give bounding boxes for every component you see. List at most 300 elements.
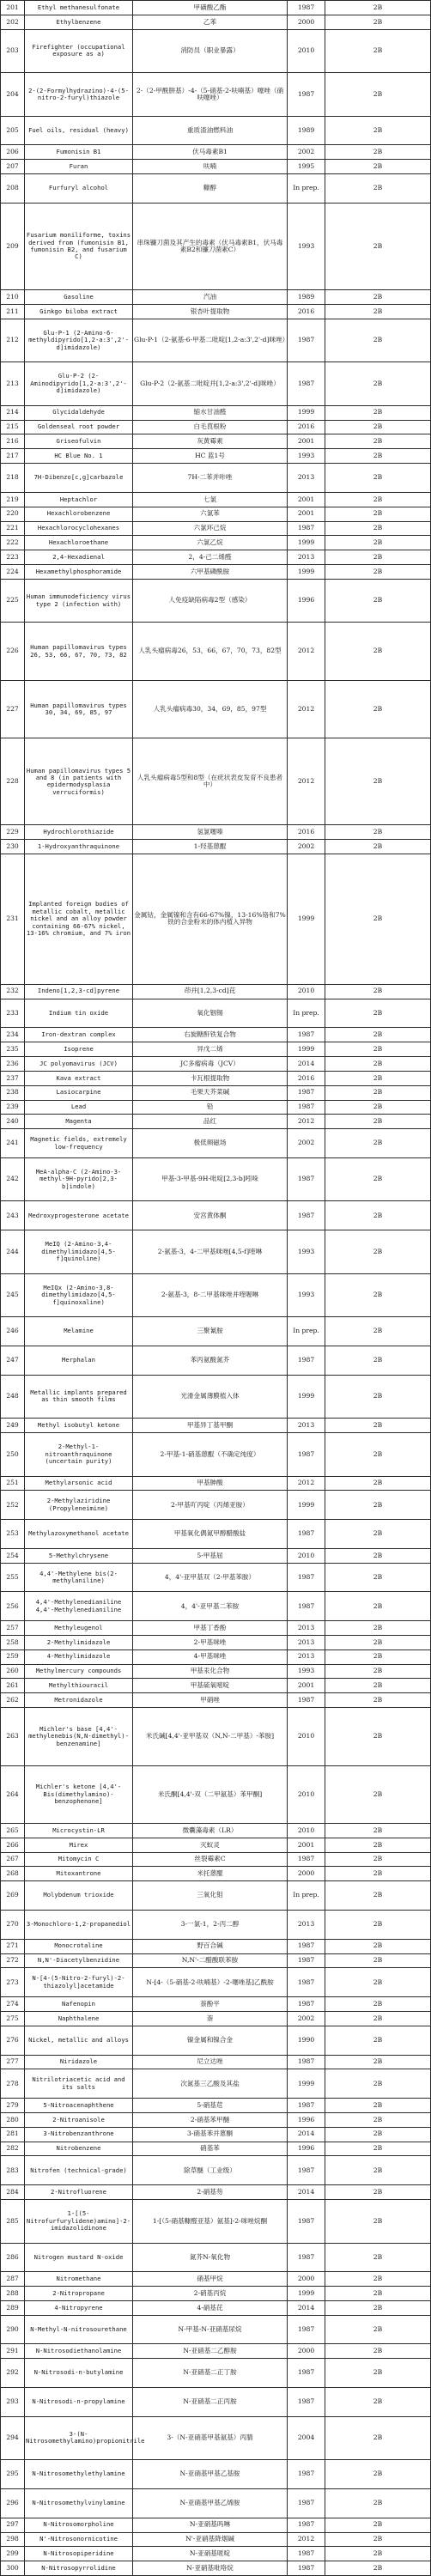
volume-year: 1999 — [288, 1375, 325, 1419]
row-number: 284 — [1, 2185, 25, 2200]
table-row — [1, 405, 431, 420]
table-row — [1, 304, 431, 319]
english-name: 3-Nitrobenzanthrone — [25, 2127, 133, 2142]
table-row — [1, 464, 431, 493]
volume-year: 1987 — [288, 1100, 325, 1115]
english-name: Mirex — [25, 1838, 133, 1852]
english-name: Medroxyprogesterone acetate — [25, 1201, 133, 1230]
volume-year: 1993 — [288, 1664, 325, 1679]
iarc-group: 2B — [325, 680, 431, 738]
table-row — [1, 2127, 431, 2142]
chinese-name: 卡瓦根提取物 — [133, 1071, 288, 1085]
row-number: 239 — [1, 1100, 25, 1115]
volume-year: 1999 — [288, 854, 325, 985]
chinese-name: 甲基汞化合物 — [133, 1664, 288, 1679]
iarc-group: 2B — [325, 289, 431, 304]
chinese-name: 次氮基三乙酸及其盐 — [133, 2069, 288, 2099]
row-number: 227 — [1, 680, 25, 738]
table-row — [1, 2026, 431, 2055]
iarc-group: 2B — [325, 2142, 431, 2156]
volume-year: 2013 — [288, 550, 325, 565]
table-row — [1, 1649, 431, 1664]
iarc-group: 2B — [325, 1375, 431, 1419]
volume-year: 1996 — [288, 579, 325, 623]
row-number: 261 — [1, 1679, 25, 1693]
english-name: MeIQ (2-Amino-3,4-dimethylimidazo[4,5-f]quinoline) — [25, 1230, 133, 1274]
chinese-name: 六氯乙烷 — [133, 536, 288, 550]
volume-year: 1996 — [288, 2142, 325, 2156]
row-number: 297 — [1, 2518, 25, 2532]
chinese-name: N-亚硝基二正丁胺 — [133, 2359, 288, 2388]
row-number: 207 — [1, 160, 25, 174]
table-row — [1, 2185, 431, 2200]
table-row — [1, 1693, 431, 1708]
table-row — [1, 492, 431, 507]
iarc-group: 2B — [325, 160, 431, 174]
table-row — [1, 1042, 431, 1057]
chinese-name: 三聚氰胺 — [133, 1317, 288, 1346]
table-row — [1, 984, 431, 999]
row-number: 277 — [1, 2055, 25, 2069]
volume-year: 2016 — [288, 1071, 325, 1085]
iarc-group: 2B — [325, 1953, 431, 1968]
iarc-group: 2B — [325, 1157, 431, 1201]
chinese-name: 2-甲基咪唑 — [133, 1635, 288, 1649]
english-name: 7H-Dibenzo[c,g]carbazole — [25, 464, 133, 493]
chinese-name: 白毛茛根粉 — [133, 420, 288, 434]
iarc-group: 2B — [325, 1317, 431, 1346]
english-name: Human immunodeficiency virus type 2 (infection with) — [25, 579, 133, 623]
table-row — [1, 2112, 431, 2127]
chinese-name: Glu-P-2（2-氨基二吡啶并[1,2-a:3',2'-d]咪唑） — [133, 362, 288, 406]
volume-year: 2014 — [288, 1056, 325, 1071]
chinese-name: N-亚硝基哌啶 — [133, 2547, 288, 2561]
chinese-name: 2-（2-甲酰肼基）-4-（5-硝基-2-呋喃基）噻唑（硝呋噻唑） — [133, 73, 288, 117]
english-name: Indeno[1,2,3-cd]pyrene — [25, 984, 133, 999]
volume-year: 2012 — [288, 680, 325, 738]
iarc-group: 2B — [325, 405, 431, 420]
iarc-group: 2B — [325, 2532, 431, 2547]
chinese-name: 4，4'-亚甲基双（2-甲基苯胺） — [133, 1563, 288, 1592]
table-row — [1, 1273, 431, 1317]
english-name: Mitomycin C — [25, 1852, 133, 1867]
table-row — [1, 507, 431, 521]
chinese-name: 氧化铟锡 — [133, 999, 288, 1028]
chinese-name: N-[4-（5-硝基-2-呋喃基）-2-噻唑基]乙酰胺 — [133, 1968, 288, 1997]
table-row — [1, 579, 431, 623]
iarc-group: 2B — [325, 116, 431, 145]
iarc-group: 2B — [325, 2243, 431, 2272]
row-number: 210 — [1, 289, 25, 304]
volume-year: 1987 — [288, 1693, 325, 1708]
iarc-group: 2B — [325, 2185, 431, 2200]
volume-year: 1999 — [288, 1042, 325, 1057]
english-name: 5-Nitroacenaphthene — [25, 2099, 133, 2113]
iarc-group: 2B — [325, 507, 431, 521]
chinese-name: 甲基丁香酚 — [133, 1621, 288, 1636]
english-name: Lead — [25, 1100, 133, 1115]
chinese-name: N-亚硝基吗啉 — [133, 2518, 288, 2532]
volume-year: 2002 — [288, 1129, 325, 1158]
row-number: 235 — [1, 1042, 25, 1057]
volume-year: 2012 — [288, 738, 325, 825]
iarc-group: 2B — [325, 203, 431, 289]
volume-year: 2001 — [288, 1838, 325, 1852]
chinese-name: 3-一氯-1，2-丙二醇 — [133, 1911, 288, 1940]
english-name: Fusarium moniliforme, toxins derived from (fumonisin B1, fumonisin B2, and fusarium C) — [25, 203, 133, 289]
english-name: Hexamethylphosphoramide — [25, 565, 133, 580]
table-row — [1, 680, 431, 738]
english-name: 2-Methyl-1-nitroanthraquinone (uncertain purity) — [25, 1433, 133, 1477]
english-name: Kava extract — [25, 1071, 133, 1085]
volume-year: 1987 — [288, 362, 325, 406]
table-row — [1, 1939, 431, 1953]
volume-year: 1987 — [288, 2488, 325, 2518]
chinese-name: N'-亚硝基降烟碱 — [133, 2532, 288, 2547]
table-row — [1, 2416, 431, 2460]
volume-year: 1993 — [288, 1230, 325, 1274]
row-number: 249 — [1, 1419, 25, 1433]
row-number: 289 — [1, 2300, 25, 2315]
table-row — [1, 1157, 431, 1201]
chinese-name: 人乳头瘤病毒5型和8型（在疣状表皮发育不良患者中） — [133, 738, 288, 825]
table-row — [1, 319, 431, 362]
row-number: 229 — [1, 825, 25, 840]
row-number: 290 — [1, 2315, 25, 2344]
iarc-group: 2B — [325, 1346, 431, 1375]
chinese-name: 呋喃 — [133, 160, 288, 174]
iarc-group: 2B — [325, 825, 431, 840]
table-row — [1, 2055, 431, 2069]
iarc-group: 2B — [325, 550, 431, 565]
table-row — [1, 116, 431, 145]
volume-year: 1987 — [288, 1997, 325, 2012]
iarc-group: 2B — [325, 2011, 431, 2026]
volume-year: 1987 — [288, 2243, 325, 2272]
row-number: 220 — [1, 507, 25, 521]
english-name: Gasoline — [25, 289, 133, 304]
english-name: Griseofulvin — [25, 434, 133, 449]
volume-year: 2012 — [288, 1476, 325, 1491]
volume-year: 2013 — [288, 1621, 325, 1636]
iarc-group: 2B — [325, 1491, 431, 1520]
table-row — [1, 738, 431, 825]
volume-year: 1999 — [288, 536, 325, 550]
iarc-group: 2B — [325, 1621, 431, 1636]
iarc-group: 2B — [325, 1230, 431, 1274]
volume-year: 1999 — [288, 565, 325, 580]
row-number: 283 — [1, 2156, 25, 2185]
table-row — [1, 840, 431, 854]
english-name: 3-Monochloro-1,2-propanediol — [25, 1911, 133, 1940]
table-row — [1, 565, 431, 580]
english-name: Heptachlor — [25, 492, 133, 507]
table-row — [1, 1230, 431, 1274]
iarc-group: 2B — [325, 73, 431, 117]
iarc-group: 2B — [325, 2460, 431, 2489]
chinese-name: 2-硝基丙烷 — [133, 2287, 288, 2301]
iarc-group: 2B — [325, 1201, 431, 1230]
row-number: 241 — [1, 1129, 25, 1158]
english-name: 1-Hydroxyanthraquinone — [25, 840, 133, 854]
row-number: 256 — [1, 1592, 25, 1621]
english-name: Merphalan — [25, 1346, 133, 1375]
table-row — [1, 2272, 431, 2287]
table-row — [1, 1056, 431, 1071]
table-row — [1, 2359, 431, 2388]
english-name: 5-Methylchrysene — [25, 1548, 133, 1563]
volume-year: 2000 — [288, 2344, 325, 2359]
row-number: 266 — [1, 1838, 25, 1852]
english-name: Firefighter (occupational exposure as a) — [25, 29, 133, 73]
chinese-name: HC 蓝1号 — [133, 449, 288, 464]
row-number: 299 — [1, 2547, 25, 2561]
volume-year: 2014 — [288, 2127, 325, 2142]
volume-year: 1987 — [288, 2460, 325, 2489]
volume-year: 1987 — [288, 73, 325, 117]
chinese-name: JC多瘤病毒（JCV） — [133, 1056, 288, 1071]
row-number: 294 — [1, 2416, 25, 2460]
row-number: 254 — [1, 1548, 25, 1563]
english-name: N-Methyl-N-nitrosourethane — [25, 2315, 133, 2344]
row-number: 270 — [1, 1911, 25, 1940]
english-name: Molybdenum trioxide — [25, 1881, 133, 1911]
english-name: 4-Methylimidazole — [25, 1649, 133, 1664]
chinese-name: 安宫黄体酮 — [133, 1201, 288, 1230]
volume-year: 2004 — [288, 2416, 325, 2460]
chinese-name: N-亚硝基吡咯烷 — [133, 2561, 288, 2576]
english-name: Magnetic fields, extremely low-frequency — [25, 1129, 133, 1158]
english-name: N-Nitrosomethylethylamine — [25, 2460, 133, 2489]
volume-year: 2001 — [288, 492, 325, 507]
volume-year: 1999 — [288, 2287, 325, 2301]
row-number: 279 — [1, 2099, 25, 2113]
chinese-name: N-甲基-N-亚硝基尿烷 — [133, 2315, 288, 2344]
row-number: 271 — [1, 1939, 25, 1953]
iarc-group: 2B — [325, 2561, 431, 2576]
iarc-group: 2B — [325, 1563, 431, 1592]
table-row — [1, 1838, 431, 1852]
row-number: 244 — [1, 1230, 25, 1274]
chinese-name: 伏马毒素B1 — [133, 145, 288, 160]
row-number: 288 — [1, 2287, 25, 2301]
table-row — [1, 1881, 431, 1911]
chinese-name: 串珠镰刀菌及其产生的毒素（伏马毒素B1，伏马毒素B2和镰刀菌素C） — [133, 203, 288, 289]
volume-year: 1999 — [288, 2069, 325, 2099]
chinese-name: 硝基甲烷 — [133, 2272, 288, 2287]
chinese-name: 丝裂霉素C — [133, 1852, 288, 1867]
volume-year: 1987 — [288, 2561, 325, 2576]
english-name: N-Nitrosopiperidine — [25, 2547, 133, 2561]
iarc-group: 2B — [325, 1433, 431, 1477]
english-name: Monocrotaline — [25, 1939, 133, 1953]
table-row — [1, 2488, 431, 2518]
chinese-name: Glu-P-1（2-氨基-6-甲基二吡啶[1,2-a:3',2'-d]咪唑） — [133, 319, 288, 362]
volume-year: 1995 — [288, 160, 325, 174]
chinese-name: 三氧化钼 — [133, 1881, 288, 1911]
volume-year: 2010 — [288, 1708, 325, 1765]
english-name: 2-Nitroanisole — [25, 2112, 133, 2127]
chinese-name: 2-氨基-3，4-二甲基咪唑[4,5-f]喹啉 — [133, 1230, 288, 1274]
english-name: Microcystin-LR — [25, 1823, 133, 1838]
table-row — [1, 1071, 431, 1085]
table-row — [1, 29, 431, 73]
iarc-group: 2B — [325, 1852, 431, 1867]
volume-year: In prep. — [288, 174, 325, 204]
row-number: 267 — [1, 1852, 25, 1867]
english-name: JC polyomavirus (JCV) — [25, 1056, 133, 1071]
table-row — [1, 2156, 431, 2185]
table-row — [1, 825, 431, 840]
iarc-group: 2B — [325, 2315, 431, 2344]
iarc-group: 2B — [325, 1867, 431, 1881]
english-name: HC Blue No. 1 — [25, 449, 133, 464]
row-number: 237 — [1, 1071, 25, 1085]
chinese-name: 糠醇 — [133, 174, 288, 204]
english-name: 2-Methylaziridine (Propyleneimine) — [25, 1491, 133, 1520]
english-name: 4-Nitropyrene — [25, 2300, 133, 2315]
chinese-name: 品红 — [133, 1115, 288, 1129]
english-name: Michler's ketone [4,4'-Bis(dimethylamino)-benzophenone] — [25, 1765, 133, 1823]
chinese-name: 3-硝基苯并蒽酮 — [133, 2127, 288, 2142]
table-row — [1, 1375, 431, 1419]
chinese-name: 3-（N-亚硝基甲基氨基）丙腈 — [133, 2416, 288, 2460]
chinese-name: 2-甲基-1-硝基蒽醌（不确定纯度） — [133, 1433, 288, 1477]
table-row — [1, 1953, 431, 1968]
row-number: 291 — [1, 2344, 25, 2359]
table-row — [1, 145, 431, 160]
english-name: Metallic implants prepared as thin smooth films — [25, 1375, 133, 1419]
english-name: 1-[(5-Nitrofurfurylidene)amino]-2-imidazolidinone — [25, 2199, 133, 2243]
table-row — [1, 2099, 431, 2113]
iarc-group: 2B — [325, 464, 431, 493]
row-number: 206 — [1, 145, 25, 160]
table-body — [1, 1, 431, 2576]
volume-year: 1987 — [288, 1968, 325, 1997]
iarc-group: 2B — [325, 1, 431, 15]
table-row — [1, 1476, 431, 1491]
volume-year: 1999 — [288, 405, 325, 420]
table-row — [1, 2287, 431, 2301]
chinese-name: 汽油 — [133, 289, 288, 304]
volume-year: 1987 — [288, 1433, 325, 1477]
iarc-group: 2B — [325, 2416, 431, 2460]
chinese-name: 七氯 — [133, 492, 288, 507]
iarc-group: 2B — [325, 2026, 431, 2055]
english-name: N-Nitrosomethylvinylamine — [25, 2488, 133, 2518]
row-number: 221 — [1, 521, 25, 536]
iarc-group: 2B — [325, 2287, 431, 2301]
chinese-name: 异戊二烯 — [133, 1042, 288, 1057]
english-name: 2-Nitrofluorene — [25, 2185, 133, 2200]
english-name: N'-Nitrosonornicotine — [25, 2532, 133, 2547]
iarc-group: 2B — [325, 1056, 431, 1071]
row-number: 242 — [1, 1157, 25, 1201]
english-name: Hexachlorocyclohexanes — [25, 521, 133, 536]
table-row — [1, 521, 431, 536]
english-name: 2-Nitropropane — [25, 2287, 133, 2301]
iarc-group: 2B — [325, 579, 431, 623]
volume-year: 2000 — [288, 2272, 325, 2287]
row-number: 228 — [1, 738, 25, 825]
iarc-group: 2B — [325, 565, 431, 580]
chinese-name: 镍金属和镍合金 — [133, 2026, 288, 2055]
english-name: Melamine — [25, 1317, 133, 1346]
table-row — [1, 362, 431, 406]
english-name: Mitoxantrone — [25, 1867, 133, 1881]
english-name: Fumonisin B1 — [25, 145, 133, 160]
row-number: 205 — [1, 116, 25, 145]
iarc-group: 2B — [325, 738, 431, 825]
iarc-group: 2B — [325, 2069, 431, 2099]
volume-year: 2014 — [288, 2300, 325, 2315]
row-number: 285 — [1, 2199, 25, 2243]
table-row — [1, 1679, 431, 1693]
volume-year: In prep. — [288, 1881, 325, 1911]
volume-year: 1987 — [288, 2099, 325, 2113]
iarc-group: 2B — [325, 2055, 431, 2069]
chinese-name: 米托蒽醌 — [133, 1867, 288, 1881]
row-number: 214 — [1, 405, 25, 420]
table-row — [1, 1968, 431, 1997]
table-row — [1, 434, 431, 449]
row-number: 212 — [1, 319, 25, 362]
volume-year: 1987 — [288, 1157, 325, 1201]
table-row — [1, 854, 431, 985]
english-name: Niridazole — [25, 2055, 133, 2069]
english-name: Hexachlorobenzene — [25, 507, 133, 521]
english-name: Isoprene — [25, 1042, 133, 1057]
volume-year: 1987 — [288, 2199, 325, 2243]
english-name: Nitromethane — [25, 2272, 133, 2287]
chinese-name: 人免疫缺陷病毒2型（感染） — [133, 579, 288, 623]
volume-year: 1987 — [288, 1085, 325, 1100]
english-name: Magenta — [25, 1115, 133, 1129]
volume-year: 1993 — [288, 203, 325, 289]
chinese-name: 2，4-己二烯醛 — [133, 550, 288, 565]
table-row — [1, 203, 431, 289]
iarc-group: 2B — [325, 1592, 431, 1621]
table-row — [1, 1621, 431, 1636]
volume-year: 2013 — [288, 1419, 325, 1433]
volume-year: 1987 — [288, 1852, 325, 1867]
row-number: 243 — [1, 1201, 25, 1230]
table-row — [1, 289, 431, 304]
iarc-group: 2B — [325, 623, 431, 680]
english-name: N-[4-(5-Nitro-2-furyl)-2-thiazolyl]acetamide — [25, 1968, 133, 1997]
chinese-name: 氮芥N-氧化物 — [133, 2243, 288, 2272]
volume-year: 2002 — [288, 840, 325, 854]
table-row — [1, 623, 431, 680]
chinese-name: 甲基胂酸 — [133, 1476, 288, 1491]
table-row — [1, 1563, 431, 1592]
chinese-name: 尼立达唑 — [133, 2055, 288, 2069]
table-row — [1, 1201, 431, 1230]
chinese-name: 六甲基磷酰胺 — [133, 565, 288, 580]
iarc-group: 2B — [325, 29, 431, 73]
row-number: 211 — [1, 304, 25, 319]
table-row — [1, 2460, 431, 2489]
chinese-name: 2-氨基-3，8-二甲基咪唑并喹喔啉 — [133, 1273, 288, 1317]
chinese-name: 米氏碱[4,4'-亚甲基双（N,N-二甲基）-苯胺] — [133, 1708, 288, 1765]
table-row — [1, 174, 431, 204]
english-name: Ethylbenzene — [25, 15, 133, 29]
english-name: Human papillomavirus types 5 and 8 (in patients with epidermodysplasia verruciformis) — [25, 738, 133, 825]
volume-year: 2002 — [288, 145, 325, 160]
table-row — [1, 1129, 431, 1158]
row-number: 233 — [1, 999, 25, 1028]
volume-year: 1987 — [288, 1520, 325, 1549]
